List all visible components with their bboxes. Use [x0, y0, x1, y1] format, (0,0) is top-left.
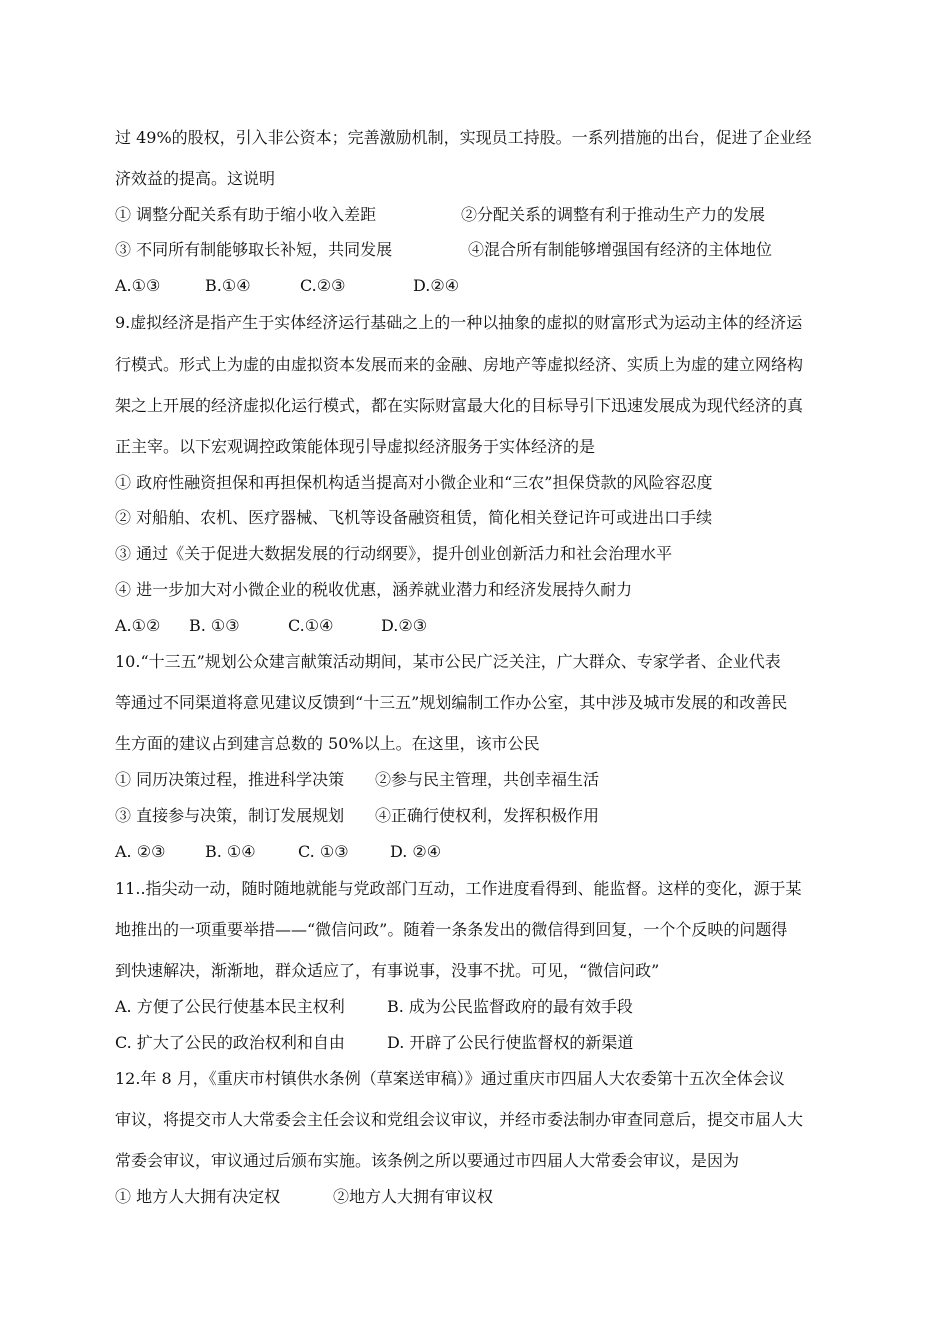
- q8-options-row-2: [115, 240, 845, 260]
- q12-options-row-1: [115, 1187, 845, 1207]
- q8-answer-d: D.②④: [413, 276, 460, 295]
- q11-option-d: D. 开辟了公民行使监督权的新渠道: [387, 1033, 634, 1052]
- q8-answer-b: B.①④: [205, 276, 251, 295]
- q8-options-row-1: [115, 205, 845, 225]
- q10-answer-a: A. ②③: [115, 842, 166, 861]
- q12-option-2: ②地方人大拥有审议权: [333, 1187, 494, 1206]
- q8-option-4: ④混合所有制能够增强国有经济的主体地位: [468, 240, 773, 259]
- q12-text-line-1: 12.年 8 月，《重庆市村镇供水条例（草案送审稿）》通过重庆市四届人大农委第十五次全体会议: [115, 1069, 785, 1088]
- q10-option-4: ④正确行使权利，发挥积极作用: [375, 806, 600, 825]
- q9-text-line-1: 9.虚拟经济是指产生于实体经济运行基础之上的一种以抽象的虚拟的财富形式为运动主体的经济运: [115, 313, 803, 332]
- q11-options-row-2: [115, 1033, 845, 1053]
- q11-option-c: C. 扩大了公民的政治权利和自由: [115, 1033, 345, 1052]
- q9-answer-a: A.①②: [115, 616, 161, 635]
- q10-text-line-3: 生方面的建议占到建言总数的 50%以上。在这里，该市公民: [115, 734, 540, 753]
- q9-text-line-2: 行模式。形式上为虚的由虚拟资本发展而来的金融、房地产等虚拟经济、实质上为虚的建立网络构: [115, 355, 804, 374]
- q9-option-4: ④ 进一步加大对小微企业的税收优惠，涵养就业潜力和经济发展持久耐力: [115, 580, 633, 599]
- q10-option-3: ③ 直接参与决策，制订发展规划: [115, 806, 345, 825]
- q10-option-1: ① 同历决策过程，推进科学决策: [115, 770, 345, 789]
- q8-answer-choices: [115, 276, 845, 296]
- q8-answer-a: A.①③: [115, 276, 161, 295]
- q9-option-3: ③ 通过《关于促进大数据发展的行动纲要》，提升创业创新活力和社会治理水平: [115, 544, 673, 563]
- q10-text-line-2: 等通过不同渠道将意见建议反馈到“十三五”规划编制工作办公室，其中涉及城市发展的和改善民: [115, 693, 788, 712]
- q8-option-3: ③ 不同所有制能够取长补短，共同发展: [115, 240, 393, 259]
- q10-options-row-1: [115, 770, 845, 790]
- q10-answer-choices: [115, 842, 845, 862]
- q11-options-row-1: [115, 997, 845, 1017]
- q8-text-line-1: 过 49%的股权，引入非公资本；完善激励机制，实现员工持股。一系列措施的出台，促进了企业经: [115, 128, 812, 147]
- q9-option-1: ① 政府性融资担保和再担保机构适当提高对小微企业和“三农”担保贷款的风险容忍度: [115, 473, 713, 492]
- q10-answer-b: B. ①④: [205, 842, 256, 861]
- q9-answer-choices: [115, 616, 845, 636]
- q9-text-line-3: 架之上开展的经济虚拟化运行模式，都在实际财富最大化的目标导引下迅速发展成为现代经济的真: [115, 396, 804, 415]
- q11-text-line-1: 11..指尖动一动，随时随地就能与党政部门互动，工作进度看得到、能监督。这样的变化，源于某: [115, 879, 802, 898]
- q9-answer-b: B. ①③: [189, 616, 240, 635]
- q9-option-2: ② 对船舶、农机、医疗器械、飞机等设备融资租赁，简化相关登记许可或进出口手续: [115, 508, 713, 527]
- q11-text-line-2: 地推出的一项重要举措——“微信问政”。随着一条条发出的微信得到回复，一个个反映的问题得: [115, 920, 788, 939]
- q8-option-1: ① 调整分配关系有助于缩小收入差距: [115, 205, 377, 224]
- q9-answer-d: D.②③: [381, 616, 428, 635]
- q12-option-1: ① 地方人大拥有决定权: [115, 1187, 281, 1206]
- q8-answer-c: C.②③: [300, 276, 346, 295]
- q8-option-2: ②分配关系的调整有利于推动生产力的发展: [461, 205, 766, 224]
- q9-answer-c: C.①④: [288, 616, 334, 635]
- q11-text-line-3: 到快速解决，渐渐地，群众适应了，有事说事，没事不扰。可见，“微信问政”: [115, 961, 660, 980]
- q10-answer-c: C. ①③: [298, 842, 349, 861]
- q8-text-line-2: 济效益的提高。这说明: [115, 169, 276, 188]
- q9-text-line-4: 正主宰。以下宏观调控政策能体现引导虚拟经济服务于实体经济的是: [115, 437, 596, 456]
- q10-options-row-2: [115, 806, 845, 826]
- q12-text-line-3: 常委会审议，审议通过后颁布实施。该条例之所以要通过市四届人大常委会审议，是因为: [115, 1151, 740, 1170]
- q10-option-2: ②参与民主管理，共创幸福生活: [375, 770, 600, 789]
- q10-text-line-1: 10.“十三五”规划公众建言献策活动期间，某市公民广泛关注，广大群众、专家学者、企业代表: [115, 652, 781, 671]
- q11-option-a: A. 方便了公民行使基本民主权利: [115, 997, 345, 1016]
- q10-answer-d: D. ②④: [390, 842, 442, 861]
- q11-option-b: B. 成为公民监督政府的最有效手段: [387, 997, 633, 1016]
- q12-text-line-2: 审议，将提交市人大常委会主任会议和党组会议审议，并经市委法制办审查同意后，提交市届人大: [115, 1110, 804, 1129]
